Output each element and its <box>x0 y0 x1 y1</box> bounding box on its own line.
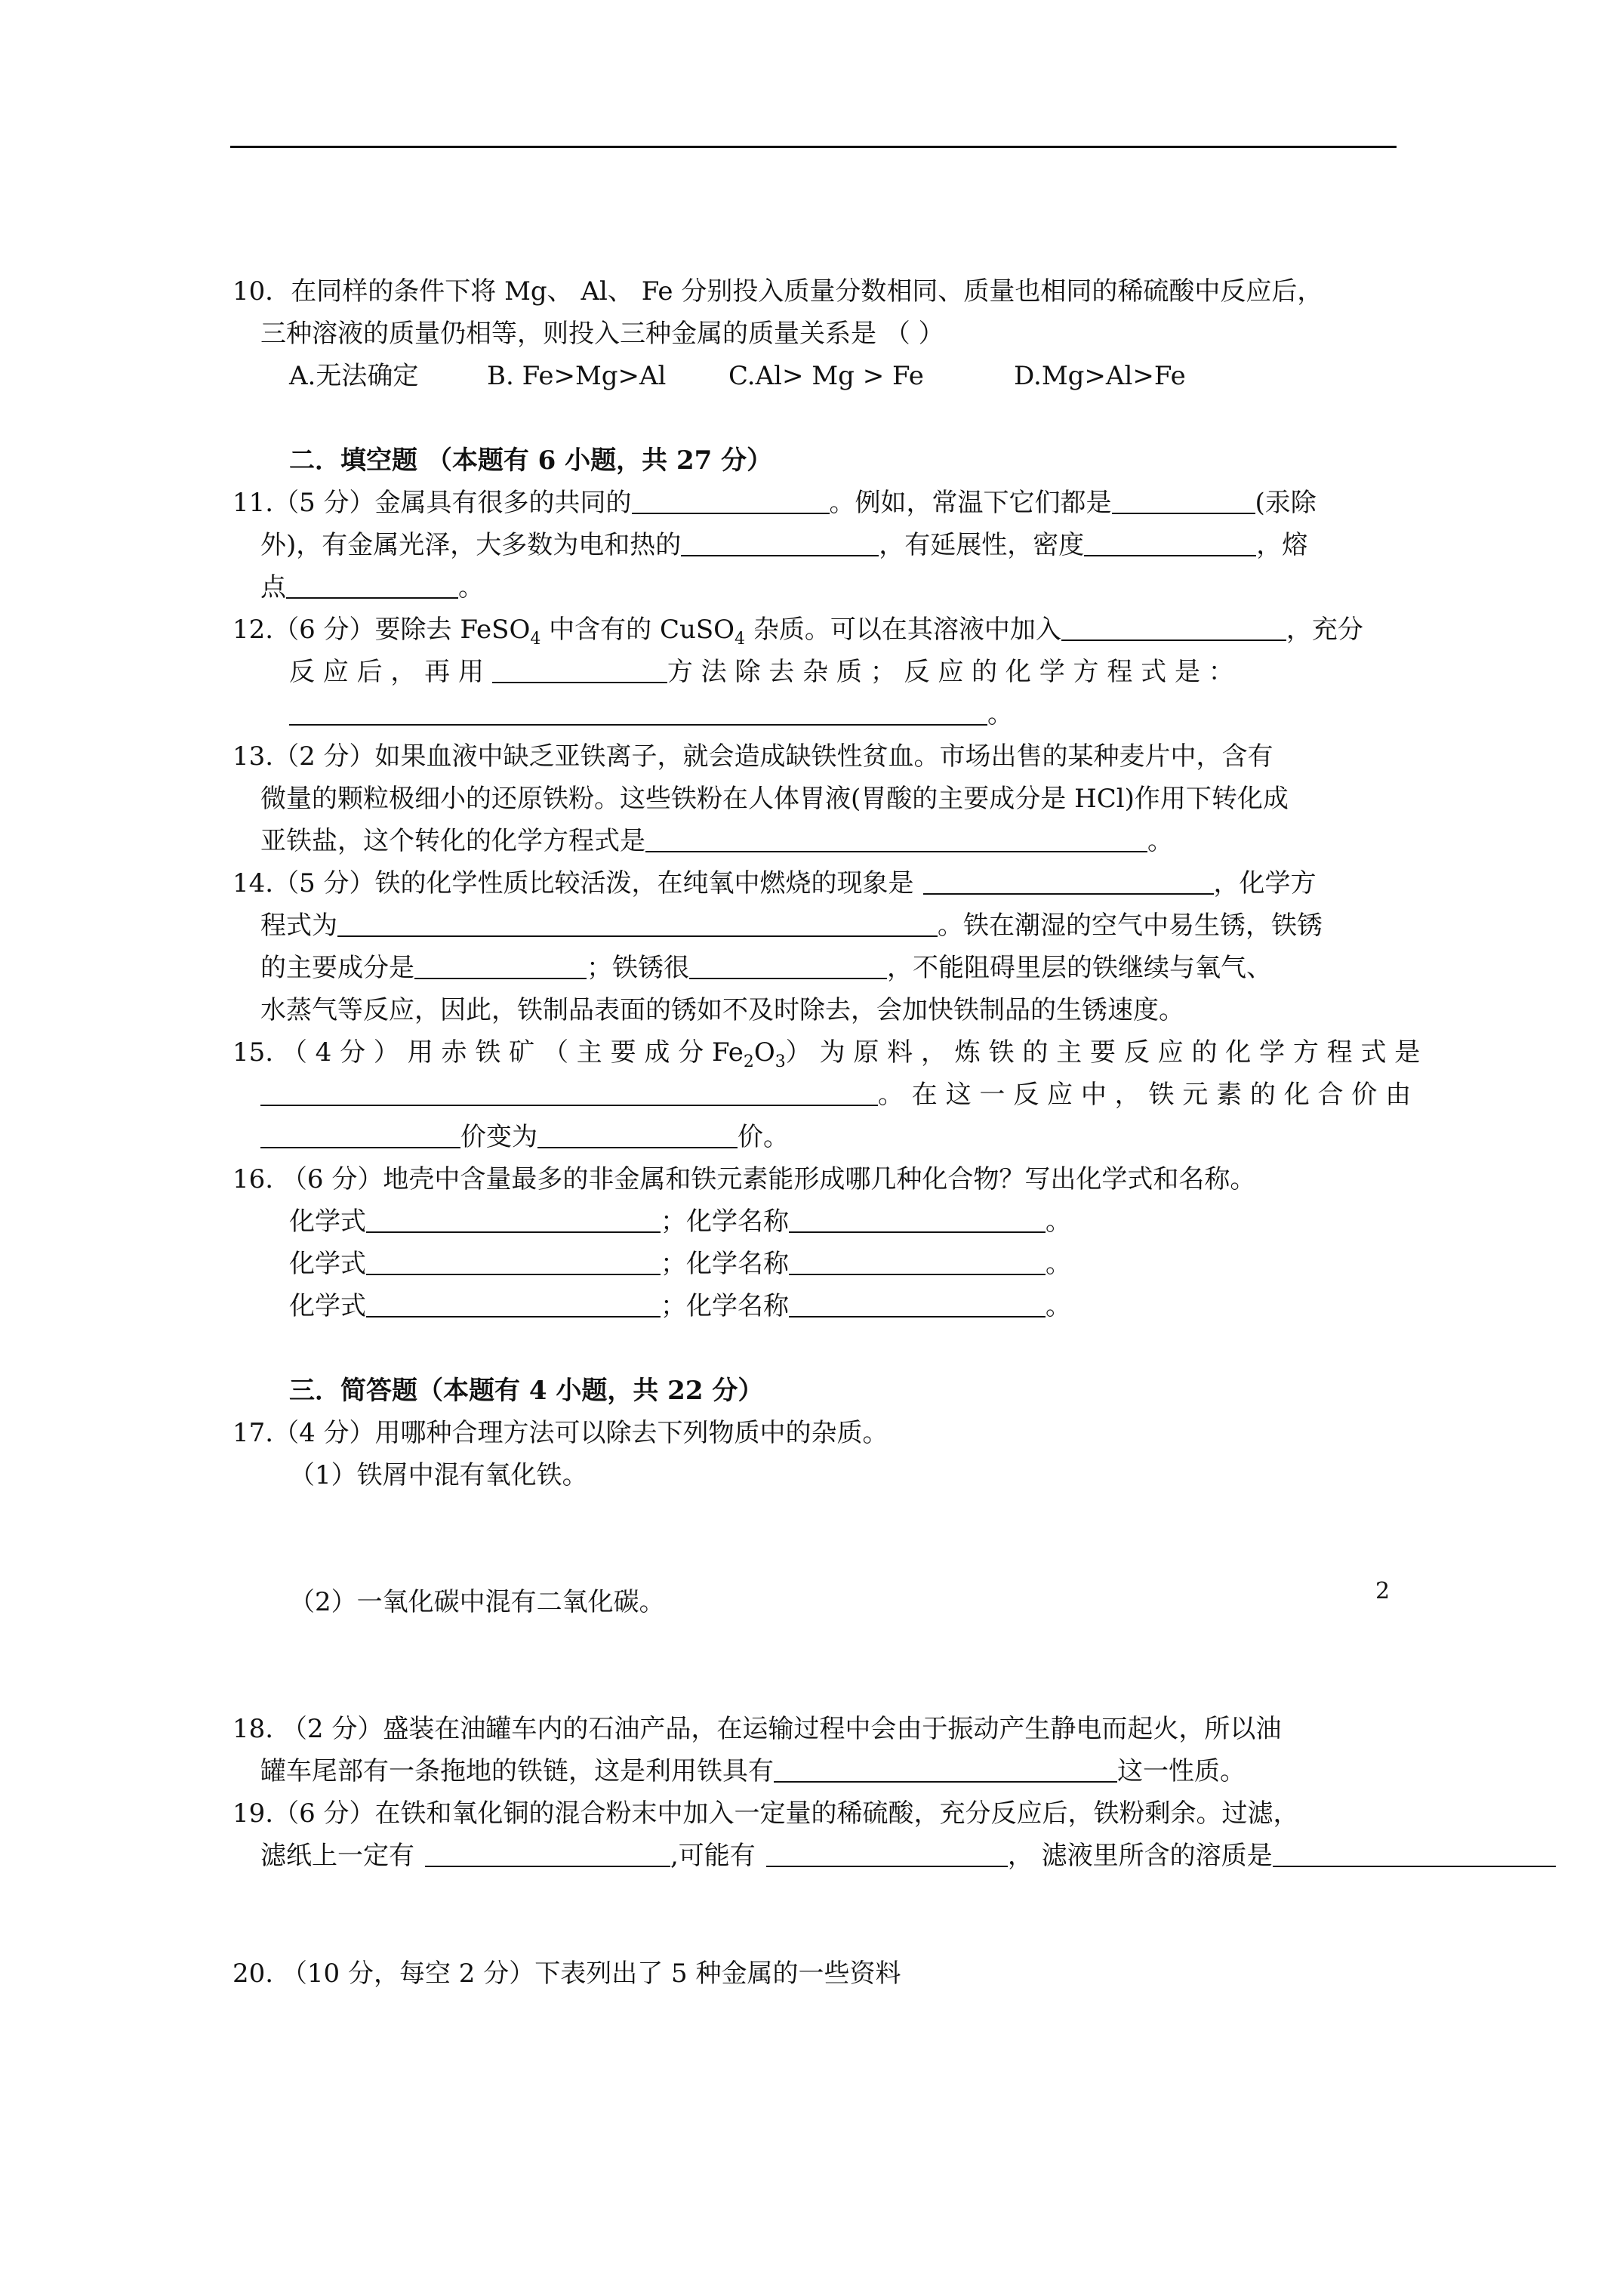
q16-name-label-2: ；化学名称 <box>661 1249 789 1279</box>
q11-line3 <box>260 572 484 603</box>
q16-formula-label-3: 化学式 <box>289 1291 366 1321</box>
q16-end-2: 。 <box>1046 1249 1071 1279</box>
q16-name-label-3: ；化学名称 <box>661 1291 789 1321</box>
q11-text-a: 11.（5 分）金属具有很多的共同的 <box>233 488 632 518</box>
q18-line1: 18. （2 分）盛装在油罐车内的石油产品，在运输过程中会由于振动产生静电而起火，所以油 <box>233 1714 1282 1744</box>
q11-text-c: (汞除 <box>1255 488 1317 518</box>
q12-text-d: ，充分 <box>1286 615 1363 645</box>
q12-sub-1: 4 <box>530 629 541 649</box>
q19-line1: 19.（6 分）在铁和氧化铜的混合粉末中加入一定量的稀硫酸，充分反应后，铁粉剩余。过滤， <box>233 1798 1299 1829</box>
q14-line1 <box>233 868 1317 898</box>
q12-text-f: 方 法 除 去 杂 质 ； 反 应 的 化 学 方 程 式 是 ： <box>667 657 1234 687</box>
q16-row-1 <box>289 1207 1071 1237</box>
q14-text-b: ，化学方 <box>1213 868 1317 898</box>
q12-text-e: 反 应 后 ， 再 用 <box>289 657 485 687</box>
q19-line2 <box>260 1841 1556 1871</box>
q14-text-a: 14.（5 分）铁的化学性质比较活泼，在纯氧中燃烧的现象是 <box>233 868 914 898</box>
q15-line2 <box>260 1080 1411 1110</box>
q11-line2 <box>260 530 1307 560</box>
q11-text-b: 。例如，常温下它们都是 <box>829 488 1112 518</box>
q14-line3 <box>260 953 1272 983</box>
q19-text-c: ， 滤液里所含的溶质是 <box>1007 1841 1273 1871</box>
q10-line1: 10．在同样的条件下将 Mg、 Al、 Fe 分别投入质量分数相同、质量也相同的稀硫酸中反应后， <box>233 276 1323 307</box>
q12-text-c: 杂质。可以在其溶液中加入 <box>745 615 1061 645</box>
q15-sub-1: 2 <box>743 1052 754 1071</box>
q16-name-blank-2[interactable] <box>789 1251 1046 1275</box>
q14-line2 <box>260 911 1323 941</box>
q20-line1: 20. （10 分，每空 2 分）下表列出了 5 种金属的一些资料 <box>233 1959 901 1989</box>
q18-line2 <box>260 1756 1246 1786</box>
q14-text-g: ，不能阻碍里层的铁继续与氧气、 <box>887 953 1272 983</box>
q17-line1: 17.（4 分）用哪种合理方法可以除去下列物质中的杂质。 <box>233 1418 888 1448</box>
q10-option-d: D.Mg>Al>Fe <box>1014 361 1186 391</box>
q11-blank-1[interactable] <box>632 490 830 514</box>
q15-blank-3[interactable] <box>537 1124 738 1148</box>
q12-line2 <box>289 657 1234 687</box>
q12-text-a: 12.（6 分）要除去 FeSO <box>233 615 531 645</box>
q15-sub-2: 3 <box>775 1052 786 1071</box>
q15-text-f: 价。 <box>738 1122 789 1152</box>
q16-row-3 <box>289 1291 1071 1321</box>
q15-text-d: 。 在 这 一 反 应 中 ， 铁 元 素 的 化 合 价 由 <box>878 1080 1412 1110</box>
header-rule <box>230 146 1397 148</box>
q14-line4: 水蒸气等反应，因此，铁制品表面的锈如不及时除去，会加快铁制品的生锈速度。 <box>260 995 1184 1025</box>
q15-text-c: ） 为 原 料 ， 炼 铁 的 主 要 反 应 的 化 学 方 程 式 是 <box>785 1037 1421 1068</box>
q11-blank-2[interactable] <box>1112 490 1255 514</box>
q10-option-a: A.无法确定 <box>289 361 419 391</box>
q11-blank-3[interactable] <box>681 532 879 556</box>
q18-blank-1[interactable] <box>774 1758 1117 1783</box>
q12-sub-2: 4 <box>735 629 746 649</box>
q16-formula-blank-2[interactable] <box>366 1251 661 1275</box>
q10-option-c: C.Al> Mg > Fe <box>728 361 924 391</box>
q15-text-e: 价变为 <box>460 1122 537 1152</box>
q13-text-a: 亚铁盐，这个转化的化学方程式是 <box>260 826 645 856</box>
q15-text-a: 15. （ 4 分 ） 用 赤 铁 矿 （ 主 要 成 分 Fe <box>233 1037 744 1068</box>
q11-text-f: ，熔 <box>1256 530 1308 560</box>
q12-blank-2[interactable] <box>492 659 667 683</box>
q16-formula-label-2: 化学式 <box>289 1249 366 1279</box>
q18-text-b: 这一性质。 <box>1117 1756 1246 1786</box>
q16-row-2 <box>289 1249 1071 1279</box>
q16-formula-blank-3[interactable] <box>366 1293 661 1318</box>
q16-name-blank-1[interactable] <box>789 1209 1046 1233</box>
q11-blank-5[interactable] <box>286 575 458 599</box>
q16-formula-label-1: 化学式 <box>289 1207 366 1237</box>
q12-blank-3[interactable] <box>289 701 987 726</box>
q13-line1: 13.（2 分）如果血液中缺乏亚铁离子，就会造成缺铁性贫血。市场出售的某种麦片中，含有 <box>233 741 1273 772</box>
q16-end-1: 。 <box>1046 1207 1071 1237</box>
q12-line1 <box>233 615 1363 649</box>
q11-text-d: 外)，有金属光泽，大多数为电和热的 <box>260 530 682 560</box>
q11-text-g: 点 <box>260 572 286 603</box>
q15-blank-1[interactable] <box>260 1082 878 1106</box>
q13-text-b: 。 <box>1147 826 1173 856</box>
q15-text-b: O <box>753 1037 775 1068</box>
q19-blank-2[interactable] <box>766 1843 1008 1867</box>
q16-name-label-1: ；化学名称 <box>661 1207 789 1237</box>
section-3-heading: 三．简答题（本题有 4 小题，共 22 分） <box>289 1376 764 1406</box>
q11-blank-4[interactable] <box>1084 532 1256 556</box>
q11-line1 <box>233 488 1317 518</box>
q19-blank-1[interactable] <box>425 1843 670 1867</box>
q12-line3 <box>289 699 1013 729</box>
q14-blank-3[interactable] <box>414 955 587 979</box>
q10-line2: 三种溶液的质量仍相等，则投入三种金属的质量关系是 （ ） <box>260 319 944 349</box>
q14-blank-2[interactable] <box>337 913 938 937</box>
q14-text-f: ；铁锈很 <box>587 953 689 983</box>
q17-sub-2: （2）一氧化碳中混有二氧化碳。 <box>289 1587 665 1617</box>
q13-line2: 微量的颗粒极细小的还原铁粉。这些铁粉在人体胃液(胃酸的主要成分是 HCl)作用下转化成 <box>260 784 1289 814</box>
q17-sub-1: （1）铁屑中混有氧化铁。 <box>289 1460 588 1490</box>
q16-name-blank-3[interactable] <box>789 1293 1046 1318</box>
q13-blank-1[interactable] <box>645 828 1147 852</box>
q16-formula-blank-1[interactable] <box>366 1209 661 1233</box>
section-2-heading: 二．填空题 （本题有 6 小题，共 27 分） <box>289 445 773 476</box>
q19-blank-3[interactable] <box>1273 1843 1556 1867</box>
q19-text-a: 滤纸上一定有 <box>260 1841 414 1871</box>
q15-line1 <box>233 1037 1421 1071</box>
q14-text-d: 。铁在潮湿的空气中易生锈，铁锈 <box>938 911 1323 941</box>
q12-text-b: 中含有的 CuSO <box>540 615 735 645</box>
q13-line3 <box>260 826 1173 856</box>
q14-blank-1[interactable] <box>923 871 1214 895</box>
q16-end-3: 。 <box>1046 1291 1071 1321</box>
q16-line1: 16. （6 分）地壳中含量最多的非金属和铁元素能形成哪几种化合物？写出化学式和名称。 <box>233 1164 1256 1194</box>
q15-blank-2[interactable] <box>260 1124 460 1148</box>
q15-line3 <box>260 1122 789 1152</box>
q11-text-h: 。 <box>458 572 484 603</box>
q14-text-c: 程式为 <box>260 911 337 941</box>
q10-option-b: B. Fe>Mg>Al <box>487 361 667 391</box>
q11-text-e: ，有延展性，密度 <box>879 530 1085 560</box>
q14-blank-4[interactable] <box>689 955 887 979</box>
q19-text-b: ,可能有 <box>670 1841 756 1871</box>
q12-text-g: 。 <box>987 699 1013 729</box>
q18-text-a: 罐车尾部有一条拖地的铁链，这是利用铁具有 <box>260 1756 774 1786</box>
q12-blank-1[interactable] <box>1061 617 1286 641</box>
q14-text-e: 的主要成分是 <box>260 953 414 983</box>
page-number: 2 <box>1375 1578 1390 1604</box>
